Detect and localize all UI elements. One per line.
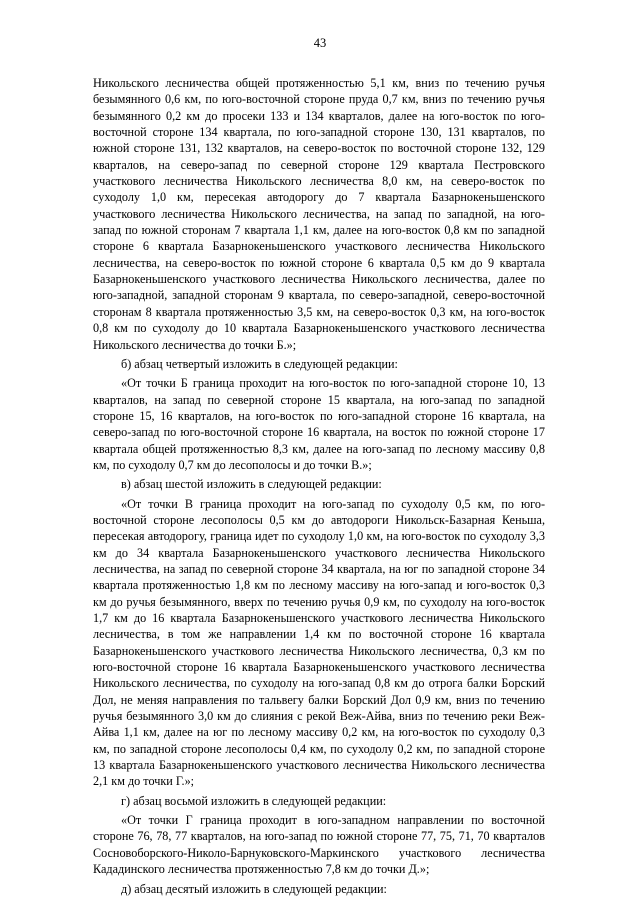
paragraph-continuation: Никольского лесничества общей протяженностью 5,1 км, вниз по течению ручья безымянного 0,6 км, по юго-восточной стороне пруда 0,7 км, вниз по течению ручья безымянного 0,2 км до просеки 133 и 134 кварталов, далее на юго-восток по юго-восточной стороне 134 квартала, по юго-западной стороне 130, 131 кварталов, по южной стороне 131, 132 кварталов, на северо-восток по восточной стороне 132, 129 кварталов, на северо-запад по северной стороне 129 квартала Пестровского участкового лесничества Никольского лесничества 8,0 км, на северо-восток по суходолу 1,0 км, пересекая автодорогу до 7 квартала Базарнокеньшенского участкового лесничества Никольского лесничества, на запад по западной, на юго-запад по южной сторонам 7 квартала 1,1 км, далее на юго-восток 0,8 км по западной стороне 6 квартала Базарнокеньшенского участкового лесничества Никольского лесничества, на северо-восток по южной стороне 6 квартала 0,5 км до 9 квартала Базарнокеньшенского участкового лесничества Никольского лесничества, далее по юго-западной, западной сторонам 9 квартала, по северо-западной, северо-восточной сторонам 8 квартала протяженностью 3,5 км, на северо-восток 0,3 км, на юго-восток 0,8 км по суходолу до 10 квартала Базарнокеньшенского участкового лесничества Никольского лесничества до точки Б.»; <box>93 76 545 352</box>
subsection-g-heading: г) абзац восьмой изложить в следующей редакции: <box>121 793 387 808</box>
paragraph-point-g: «От точки Г граница проходит в юго-западном направлении по восточной стороне 76, 78, 77 кварталов, на юго-запад по южной стороне 77, 75, 71, 70 кварталов Сосновоборского-Николо-Барнуковского-Маркинского участкового лесничества Кададинского лесничества протяженностью 7,8 км до точки Д.»; <box>93 813 545 877</box>
document-body <box>93 75 545 900</box>
page-number: 43 <box>313 36 327 50</box>
subsection-v-heading: в) абзац шестой изложить в следующей редакции: <box>121 477 382 492</box>
subsection-d-heading: д) абзац десятый изложить в следующей редакции: <box>121 881 387 896</box>
paragraph-point-b: «От точки Б граница проходит на юго-восток по юго-западной стороне 10, 13 кварталов, на запад по северной стороне 15 квартала, на юго-запад по западной стороне 15, 16 кварталов, на юго-восток по юго-западной стороне 16 квартала, на северо-запад по юго-восточной стороне 16 квартала, на восток по южной стороне 17 квартала общей протяженностью 8,3 км, далее на юго-запад по лесному массиву 0,8 км, по суходолу 0,7 км до лесополосы и до точки В.»; <box>93 376 545 472</box>
paragraph-point-v: «От точки В граница проходит на юго-запад по суходолу 0,5 км, по юго-восточной стороне лесополосы 0,5 км до автодороги Никольск-Базарная Кеньша, пересекая автодорогу, граница идет по суходолу 1,0 км, на юго-восток по суходолу 3,3 км до 34 квартала Базарнокеньшенского участкового лесничества Никольского лесничества, на запад по северной стороне 34 квартала, на юг по западной стороне 34 квартала протяженностью 1,8 км по лесному массиву на юго-запад и юго-восток 0,3 км до ручья безымянного, вверх по течению ручья 0,9 км, по суходолу на юго-восток 1,7 км до 16 квартала Базарнокеньшенского участкового лесничества Никольского лесничества, в том же направлении 1,4 км по восточной стороне 16 квартала Базарнокеньшенского участкового лесничества Никольского лесничества, 0,3 км по юго-восточной стороне 16 квартала Базарнокеньшенского участкового лесничества Никольского лесничества, по суходолу на юго-запад 0,8 км до отрога балки Борский Дол, не меняя направления по тальвегу балки Борский Дол 0,9 км, вниз по течению ручья безымянного 3,0 км до слияния с рекой Веж-Айва, вниз по течению реки Веж-Айва 1,1 км, далее на юг по лесному массиву 0,2 км, на юго-восток по суходолу 0,3 км, по западной стороне лесополосы 0,4 км, по суходолу 0,2 км, по западной стороне 13 квартала Базарнокеньшенского участкового лесничества Никольского лесничества 2,1 км до точки Г.»; <box>93 496 545 789</box>
subsection-b-heading: б) абзац четвертый изложить в следующей редакции: <box>121 356 398 371</box>
